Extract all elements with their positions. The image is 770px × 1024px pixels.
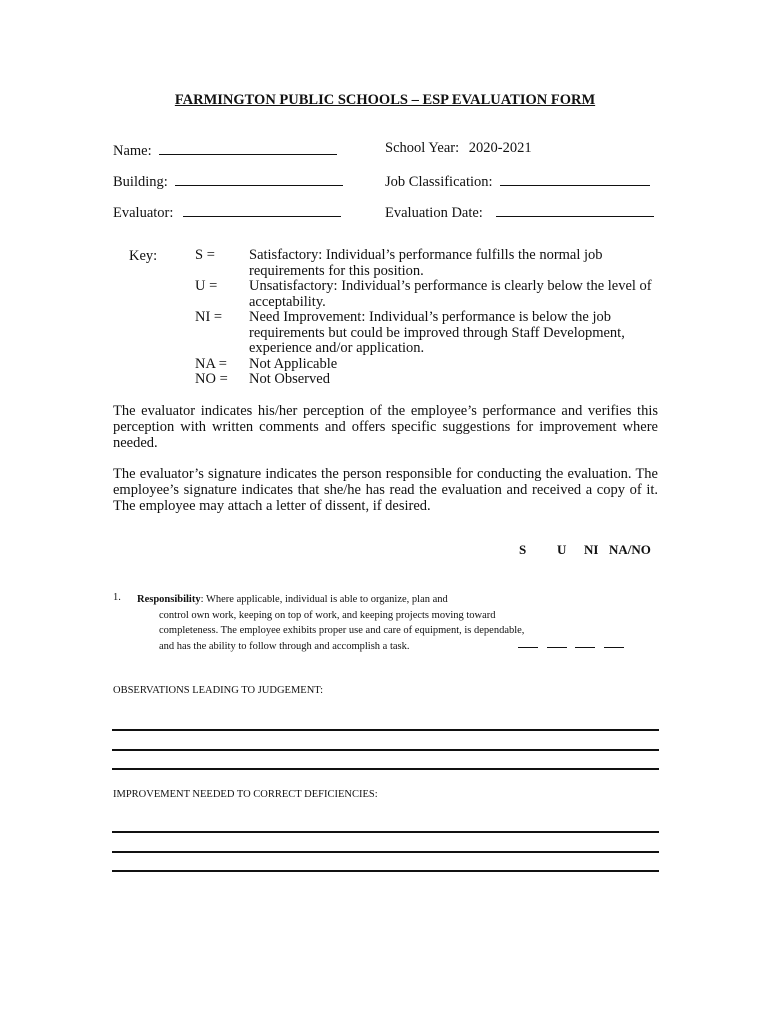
evaluator-label: Evaluator: (113, 205, 174, 221)
key-code: S = (195, 247, 215, 263)
item-text-line: and has the ability to follow through and accomplish a task. (159, 640, 410, 652)
item-text-line: completeness. The employee exhibits proper use and care of equipment, is dependable, (159, 625, 525, 636)
form-title: FARMINGTON PUBLIC SCHOOLS – ESP EVALUATION FORM (174, 92, 596, 108)
building-input-line[interactable] (175, 171, 343, 186)
key-description: Not Applicable (249, 355, 338, 372)
observations-line-3[interactable] (112, 768, 659, 770)
improvement-line-3[interactable] (112, 870, 659, 872)
rating-blank-ni[interactable] (575, 638, 595, 648)
key-item-ni (195, 310, 665, 357)
rating-header-ni: NI (584, 542, 599, 557)
evaluator-input-line[interactable] (183, 202, 341, 217)
school-year-label: School Year: (385, 140, 460, 156)
key-code: U = (195, 278, 218, 294)
building-label: Building: (113, 174, 168, 190)
observations-line-2[interactable] (112, 749, 659, 751)
school-year-value: 2020-2021 (468, 140, 532, 156)
key-code: NI = (195, 309, 223, 325)
key-description: Satisfactory: Individual’s performance fulfills the normal job requirements for this position. (249, 247, 603, 279)
item-text-line: control own work, keeping on top of work, and keeping projects moving toward (159, 609, 496, 621)
name-field (113, 140, 337, 160)
key-code: NO = (195, 371, 228, 387)
evaluation-date-input-line[interactable] (496, 202, 654, 217)
key-item-no (195, 372, 665, 388)
rating-blank-na-no[interactable] (604, 638, 624, 648)
item-text-line: : Where applicable, individual is able to organize, plan and (200, 594, 448, 605)
name-label: Name: (113, 143, 152, 159)
key-code: NA = (195, 355, 227, 372)
observations-line-1[interactable] (112, 729, 659, 731)
improvement-label: IMPROVEMENT NEEDED TO CORRECT DEFICIENCIES: (113, 789, 378, 800)
rating-header-s: S (519, 542, 527, 557)
rating-blank-s[interactable] (518, 638, 538, 648)
key-description: Not Observed (249, 371, 330, 387)
evaluator-perception-paragraph: The evaluator indicates his/her perception of the employee’s performance and verifies this perception with written comments and offers specific suggestions for improvement where needed. (113, 403, 658, 451)
building-field (113, 171, 343, 191)
item-number: 1. (113, 592, 121, 603)
key-description: Need Improvement: Individual’s performance is below the job requirements but could be improved through Staff Development, experience and/or application. (249, 309, 625, 356)
rating-header-u: U (557, 542, 567, 557)
key-list (195, 248, 665, 388)
key-item-s (195, 248, 665, 279)
evaluation-date-field (385, 202, 654, 222)
key-description: Unsatisfactory: Individual’s performance is clearly below the level of acceptability. (249, 278, 652, 310)
item-responsibility (137, 592, 567, 654)
evaluation-date-label: Evaluation Date: (385, 205, 483, 221)
school-year-field (385, 140, 532, 157)
rating-blank-u[interactable] (547, 638, 567, 648)
rating-blanks (518, 638, 630, 651)
key-item-u (195, 279, 665, 310)
improvement-line-2[interactable] (112, 851, 659, 853)
evaluator-field (113, 202, 341, 222)
job-classification-label: Job Classification: (385, 174, 493, 190)
job-classification-input-line[interactable] (500, 171, 650, 186)
name-input-line[interactable] (159, 140, 337, 155)
signature-paragraph: The evaluator’s signature indicates the person responsible for conducting the evaluation. The employee’s signature indicates that she/he has read the evaluation and received a copy of it. The employee may attach a letter of dissent, if desired. (113, 466, 658, 514)
rating-header-na-no: NA/NO (609, 542, 651, 557)
job-classification-field (385, 171, 650, 191)
observations-label: OBSERVATIONS LEADING TO JUDGEMENT: (113, 685, 324, 696)
improvement-line-1[interactable] (112, 831, 659, 833)
item-heading: Responsibility (137, 594, 201, 605)
key-item-na (195, 357, 665, 373)
key-label: Key: (129, 248, 158, 264)
